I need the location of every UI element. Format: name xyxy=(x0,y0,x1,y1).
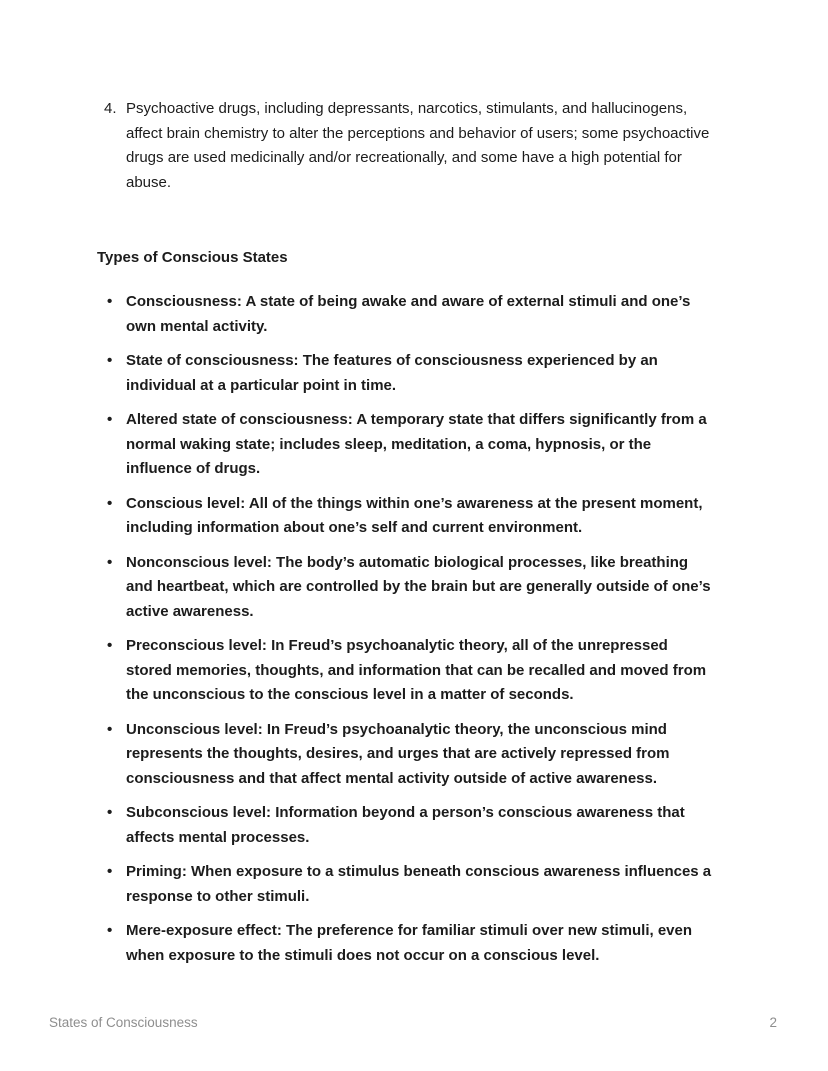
footer-page-number: 2 xyxy=(769,1015,777,1030)
list-item-text: Mere-exposure effect: The preference for familiar stimuli over new stimuli, even when exposure to the stimuli does not occur on a conscious level. xyxy=(126,922,693,964)
list-item-text: Unconscious level: In Freud’s psychoanalytic theory, the unconscious mind represents the thoughts, desires, and urges that are actively repressed from consciousness and that affect mental activity outside of active awareness. xyxy=(126,720,670,787)
list-item xyxy=(107,492,724,541)
section-heading: Types of Conscious States xyxy=(97,249,288,266)
item-number: 4. xyxy=(104,100,117,117)
bullet-icon: • xyxy=(107,863,113,880)
bullet-icon: • xyxy=(107,720,113,738)
bullet-icon: • xyxy=(107,352,113,369)
list-item-text: Subconscious level: Information beyond a person’s conscious awareness that affects mental processes. xyxy=(126,804,685,846)
list-item xyxy=(107,919,724,968)
list-item-text: Preconscious level: In Freud’s psychoanalytic theory, all of the unrepressed stored memories, thoughts, and information that can be recalled and moved from the unconscious to the conscious level in a matter of seconds. xyxy=(126,637,707,703)
bullet-icon: • xyxy=(107,804,113,821)
list-item xyxy=(107,408,724,482)
list-item-text: Consciousness: A state of being awake and aware of external stimuli and one’s own mental activity. xyxy=(126,293,691,335)
item-text: Psychoactive drugs, including depressants, narcotics, stimulants, and hallucinogens, affect brain chemistry to alter the perceptions and behavior of users; some psychoactive drugs are used medicinally and/or recreationally, and some have a high potential for abuse. xyxy=(126,100,710,191)
bullet-icon: • xyxy=(107,922,113,939)
list-item-text: Priming: When exposure to a stimulus beneath conscious awareness influences a response to other stimuli. xyxy=(126,863,712,905)
page-footer xyxy=(49,1015,777,1031)
bullet-icon: • xyxy=(107,411,113,428)
list-item xyxy=(107,860,724,909)
list-item xyxy=(107,718,724,792)
list-item xyxy=(107,551,724,625)
list-item-text: Conscious level: All of the things within one’s awareness at the present moment, including information about one’s self and current environment. xyxy=(126,494,703,536)
numbered-item-4 xyxy=(104,97,724,195)
list-item-text: Nonconscious level: The body’s automatic biological processes, like breathing and heartbeat, which are controlled by the brain but are generally outside of one’s active awareness. xyxy=(126,553,711,620)
bullet-icon: • xyxy=(107,553,113,571)
list-item xyxy=(107,349,724,398)
list-item xyxy=(107,634,724,708)
list-item-text: State of consciousness: The features of consciousness experienced by an individual at a particular point in time. xyxy=(126,352,658,394)
list-item-text: Altered state of consciousness: A temporary state that differs significantly from a normal waking state; includes sleep, meditation, a coma, hypnosis, or the influence of drugs. xyxy=(126,411,707,477)
bullet-icon: • xyxy=(107,637,113,654)
bullet-list xyxy=(97,290,724,968)
bullet-icon: • xyxy=(107,293,113,310)
bullet-icon: • xyxy=(107,494,113,512)
footer-document-title: States of Consciousness xyxy=(49,1015,198,1030)
list-item xyxy=(107,290,724,339)
list-item xyxy=(107,801,724,850)
